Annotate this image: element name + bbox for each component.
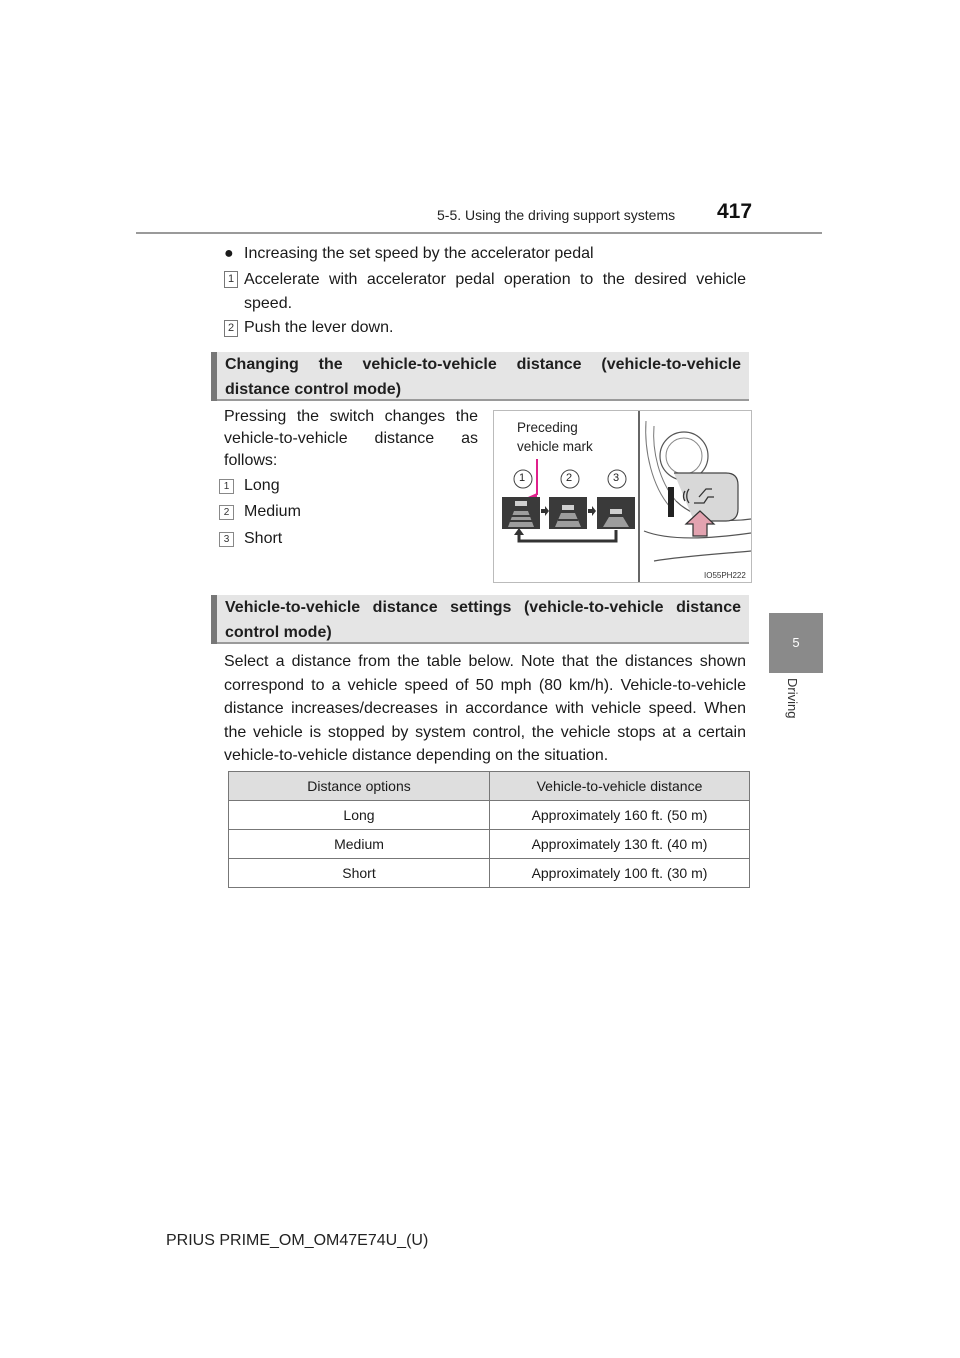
item-label: Medium	[244, 503, 301, 520]
item-label: Short	[244, 530, 283, 547]
table-header-cell: Distance options	[229, 772, 490, 801]
section-paragraph: Pressing the switch changes the vehicle-to-vehicle distance as follows:	[224, 408, 478, 469]
cycle-return-arrow	[519, 530, 616, 541]
table-row	[229, 859, 750, 888]
steering-wheel-closeup	[644, 421, 751, 561]
table-header-row	[229, 772, 750, 801]
marker-label: 3	[613, 472, 620, 484]
section-heading-band	[211, 595, 749, 644]
chapter-tab: 5	[769, 613, 823, 673]
step-number: 2	[224, 320, 238, 337]
step-text: Push the lever down.	[244, 319, 394, 336]
footer-model-code: PRIUS PRIME_OM_OM47E74U_(U)	[166, 1232, 429, 1249]
step-number: 1	[224, 271, 238, 288]
distance-switch-illustration	[493, 410, 752, 583]
display-short	[597, 497, 635, 529]
table-cell: Long	[229, 801, 490, 830]
step-text: Accelerate with accelerator pedal operation to the desired vehicle speed.	[244, 271, 746, 312]
item-number: 3	[219, 532, 234, 547]
item-number: 2	[219, 505, 234, 520]
section-heading: Vehicle-to-vehicle distance settings (vehicle-to-vehicle distance control mode)	[225, 599, 741, 641]
section-heading: Changing the vehicle-to-vehicle distance (vehicle-to-vehicle distance control mode)	[225, 356, 741, 398]
table-row	[229, 801, 750, 830]
table-cell: Medium	[229, 830, 490, 859]
header-section-title: 5-5. Using the driving support systems	[437, 207, 676, 223]
section-paragraph: Select a distance from the table below. Note that the distances shown correspond to a vehicle speed of 50 mph (80 km/h). Vehicle-to-vehicle distance increases/decreases in accordance with vehicle speed. When the vehicle is stopped by system control, the vehicle stops at a certain vehicle-to-vehicle distance depending on the situation.	[224, 653, 746, 764]
display-long	[502, 497, 540, 529]
callout-line-1: Preceding	[517, 420, 578, 435]
page-number: 417	[717, 200, 753, 223]
item-label: Long	[244, 477, 280, 494]
bullet-glyph: ●	[224, 245, 234, 262]
illustration-graphics	[494, 411, 751, 582]
distance-table	[228, 771, 750, 888]
table-row	[229, 830, 750, 859]
table-cell: Approximately 160 ft. (50 m)	[490, 801, 750, 830]
arrow-up-icon	[514, 528, 524, 535]
arrow-right-icon	[541, 506, 549, 516]
header-divider	[136, 232, 822, 234]
marker-label: 1	[519, 472, 526, 484]
table-header-cell: Vehicle-to-vehicle distance	[490, 772, 750, 801]
section-heading-band	[211, 352, 749, 401]
chapter-label	[780, 676, 800, 766]
display-medium	[549, 497, 587, 529]
chapter-label-text: Driving	[785, 678, 800, 719]
table-cell: Approximately 100 ft. (30 m)	[490, 859, 750, 888]
figure-code: IO55PH222	[704, 571, 746, 580]
bullet-heading: Increasing the set speed by the accelerator pedal	[244, 245, 594, 262]
marker-label: 2	[566, 472, 573, 484]
table-cell: Approximately 130 ft. (40 m)	[490, 830, 750, 859]
table-cell: Short	[229, 859, 490, 888]
callout-line-2: vehicle mark	[517, 439, 593, 454]
item-number: 1	[219, 479, 234, 494]
arrow-right-icon	[588, 506, 596, 516]
